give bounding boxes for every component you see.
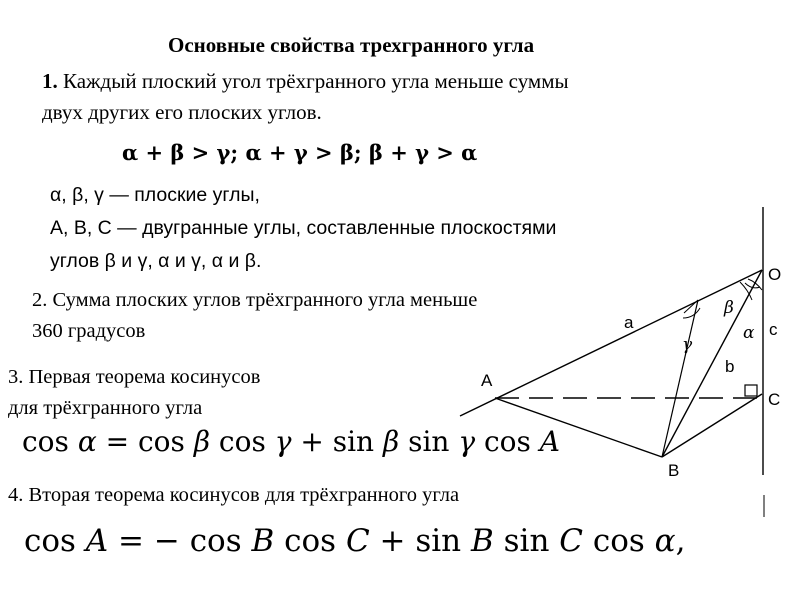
label-edge-b: b [725,357,735,376]
edge-bc [662,394,762,457]
second-cosine-theorem-formula: cos A = − cos B cos C + sin B sin C cos α, [24,523,686,559]
note-dihedral-angles: A, B, C — двугранные углы, составленные плоскостями [50,217,557,239]
label-o: O [768,265,782,284]
edge-ab [495,398,662,457]
first-cosine-theorem-formula: cos α = cos β cos γ + sin β sin γ cos A [22,425,561,458]
property-2-line-1: 2. Сумма плоских углов трёхгранного угла меньше [32,289,478,311]
edge-oa [460,270,762,416]
label-angle-alpha: α [743,323,755,343]
perpendicular-line [662,300,698,457]
edge-ob [662,270,762,457]
label-edge-c: c [769,320,778,339]
angle-arc-gamma [683,308,700,318]
property-1-line-2: двух других его плоских углов. [42,100,322,124]
label-edge-a: a [624,313,634,332]
property-1-number: 1. [42,69,58,93]
label-angle-gamma: γ [682,335,693,355]
inequalities: α + β > γ; α + γ > β; β + γ > α [122,140,478,165]
page-title: Основные свойства трехгранного угла [168,33,535,57]
property-3-line-1: 3. Первая теорема косинусов [8,366,261,388]
right-angle-mark [745,385,757,396]
property-2-line-2: 360 градусов [32,320,146,342]
label-b: B [668,461,680,480]
label-c: C [768,390,781,409]
property-3-line-2: для трёхгранного угла [8,397,203,419]
property-4: 4. Вторая теорема косинусов для трёхгранного угла [8,484,460,506]
label-a: A [481,371,493,390]
property-1-text: Каждый плоский угол трёхгранного угла меньше суммы [57,69,569,93]
note-plane-angles: α, β, γ — плоские углы, [50,184,260,206]
label-angle-beta: β [724,298,734,318]
note-dihedral-planes: углов β и γ, α и γ, α и β. [50,250,262,272]
